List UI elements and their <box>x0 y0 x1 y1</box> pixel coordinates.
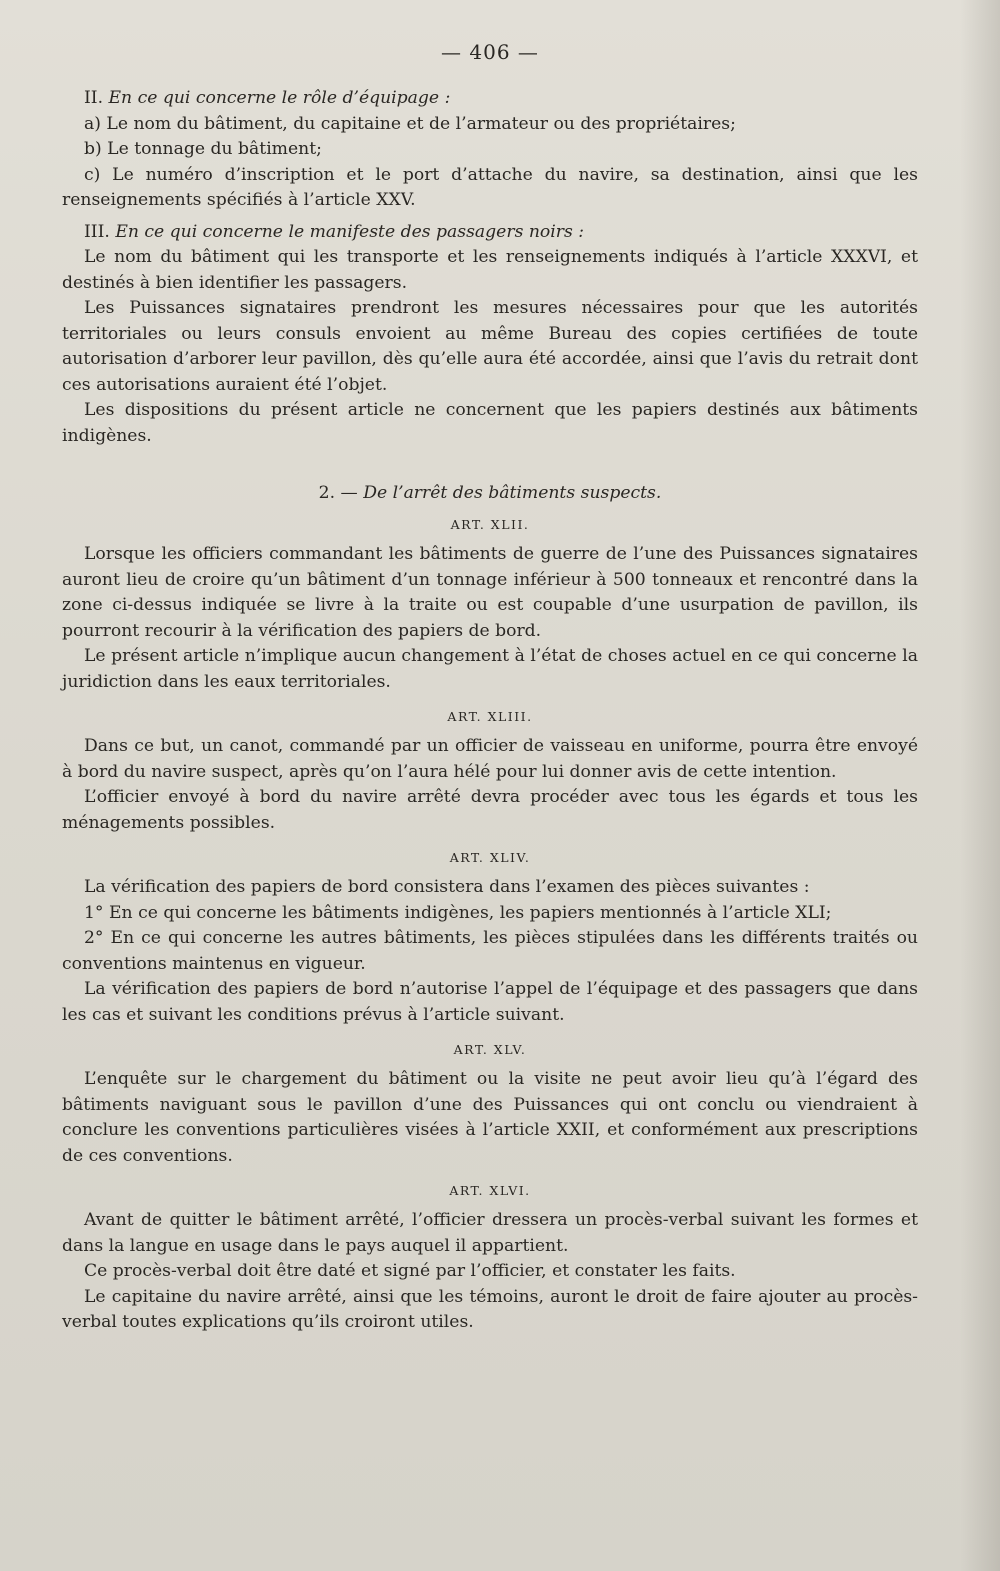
article-46-paragraph-2: Ce procès-verbal doit être daté et signé par l’officier, et constater les faits. <box>84 1261 736 1281</box>
article-43-paragraph-2: L’officier envoyé à bord du navire arrêté devra procéder avec tous les égards et tous les ménagements possibles. <box>62 787 918 833</box>
section-2-heading <box>62 483 918 503</box>
article-45-title: ART. XLV. <box>453 1042 527 1057</box>
section-iii-title: En ce qui concerne le manifeste des passagers noirs : <box>115 221 585 242</box>
section-iii-paragraph-2: Les Puissances signataires prendront les mesures nécessaires pour que les autorités territoriales ou leurs consuls envoient au même Bureau des copies certifiées de toute autorisation d’arborer leur pavillon, dès qu’elle aura été accordée, ainsi que l’avis du retrait dont ces autorisations auraient été l’objet. <box>62 298 918 395</box>
section-ii-number: II. <box>84 88 104 108</box>
section-iii-number: III. <box>84 221 110 242</box>
section-2-title: De l’arrêt des bâtiments suspects. <box>363 483 662 503</box>
section-iii-paragraph-3: Les dispositions du présent article ne concernent que les papiers destinés aux bâtiments indigènes. <box>62 400 918 446</box>
section-2-number: 2. — <box>318 483 358 503</box>
article-46-title: ART. XLVI. <box>449 1183 531 1198</box>
article-44-item-2: 2° En ce qui concerne les autres bâtiments, les pièces stipulées dans les différents traités ou conventions maintenus en vigueur. <box>62 928 918 974</box>
article-43-title: ART. XLIII. <box>447 709 533 724</box>
item-b: b) Le tonnage du bâtiment; <box>84 139 322 159</box>
article-45-paragraph-1: L’enquête sur le chargement du bâtiment ou la visite ne peut avoir lieu qu’à l’égard des bâtiments naviguant sous le pavillon d’une des Puissances qui ont conclu ou viendraient à conclure les conventions particulières visées à l’article XXII, et conformément aux prescriptions de ces conventions. <box>62 1069 918 1166</box>
section-iii-paragraph-1: Le nom du bâtiment qui les transporte et les renseignements indiqués à l’article XXXVI, et destinés à bien identifier les passagers. <box>62 247 918 293</box>
item-a: a) Le nom du bâtiment, du capitaine et de l’armateur ou des propriétaires; <box>84 113 736 134</box>
section-ii-title: En ce qui concerne le rôle d’équipage : <box>108 88 451 108</box>
article-44-item-1: 1° En ce qui concerne les bâtiments indigènes, les papiers mentionnés à l’article XLI; <box>84 902 832 923</box>
article-44-title: ART. XLIV. <box>449 850 531 865</box>
page-edge-shadow <box>960 0 1000 1571</box>
page-number: — 406 — <box>441 40 539 64</box>
section-iii-heading <box>62 220 918 246</box>
article-46-paragraph-1: Avant de quitter le bâtiment arrêté, l’officier dressera un procès-verbal suivant les formes et dans la langue en usage dans le pays auquel il appartient. <box>62 1210 918 1256</box>
article-42-paragraph-1: Lorsque les officiers commandant les bâtiments de guerre de l’une des Puissances signataires auront lieu de croire qu’un bâtiment d’un tonnage inférieur à 500 tonneaux et rencontré dans la zone ci-dessus indiquée se livre à la traite ou est coupable d’une usurpation de pavillon, ils pourront recourir à la vérification des papiers de bord. <box>62 544 918 641</box>
article-44-paragraph-1: La vérification des papiers de bord consistera dans l’examen des pièces suivantes : <box>84 877 810 897</box>
article-42-title: ART. XLII. <box>450 517 530 532</box>
article-44-paragraph-2: La vérification des papiers de bord n’autorise l’appel de l’équipage et des passagers que dans les cas et suivant les conditions prévus à l’article suivant. <box>62 979 918 1025</box>
article-42-paragraph-2: Le présent article n’implique aucun changement à l’état de choses actuel en ce qui concerne la juridiction dans les eaux territoriales. <box>62 646 918 692</box>
item-c: c) Le numéro d’inscription et le port d’attache du navire, sa destination, ainsi que les renseignements spécifiés à l’article XXV. <box>62 164 918 210</box>
article-43-paragraph-1: Dans ce but, un canot, commandé par un officier de vaisseau en uniforme, pourra être envoyé à bord du navire suspect, après qu’on l’aura hélé pour lui donner avis de cette intention. <box>62 736 918 782</box>
section-ii-heading <box>62 86 918 112</box>
article-46-paragraph-3: Le capitaine du navire arrêté, ainsi que les témoins, auront le droit de faire ajouter au procès-verbal toutes explications qu’ils croiront utiles. <box>62 1286 918 1332</box>
